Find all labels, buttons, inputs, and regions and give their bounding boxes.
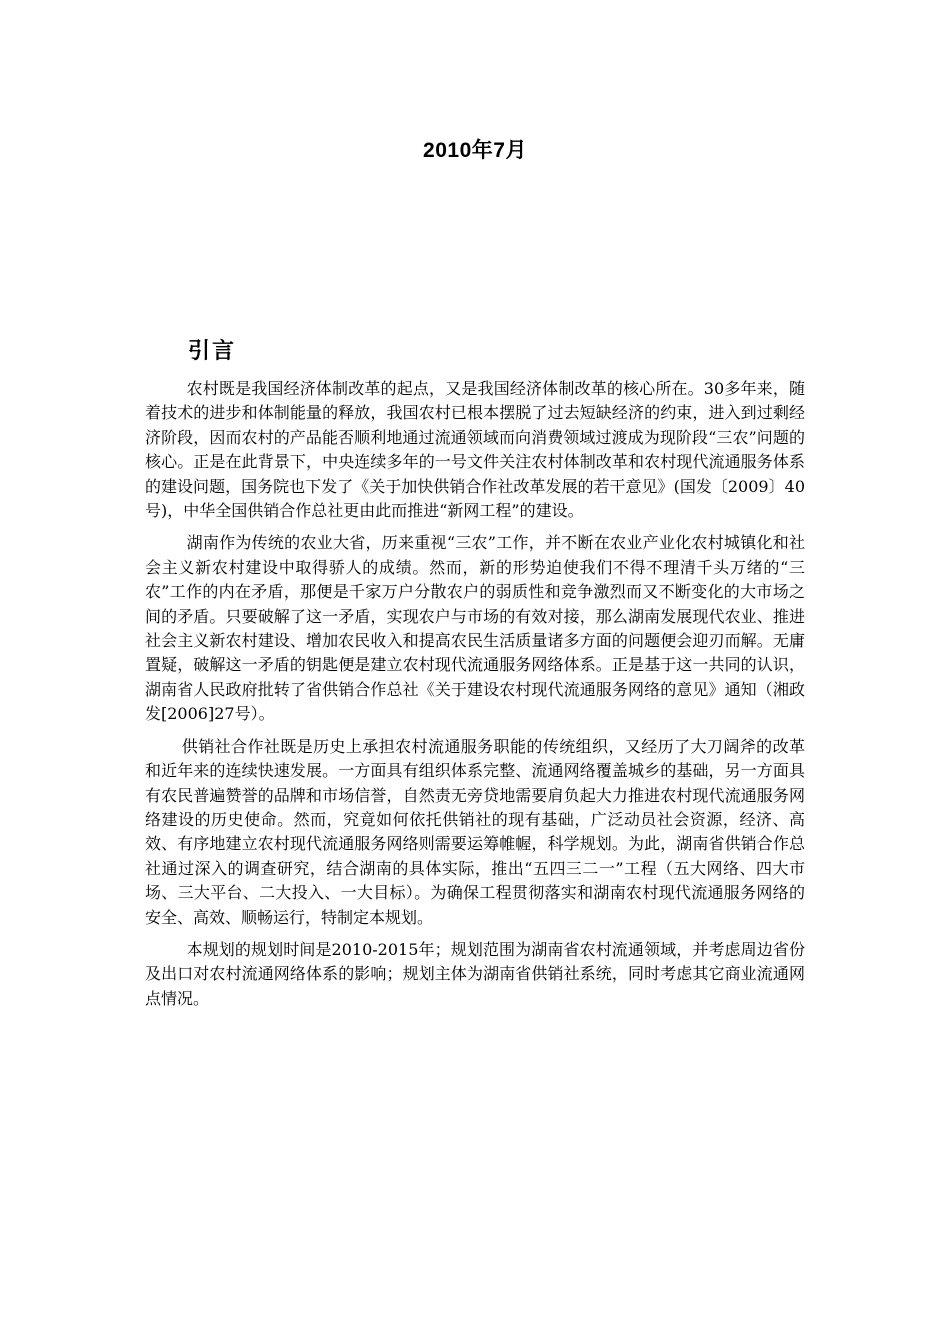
- paragraph-2: 湖南作为传统的农业大省，历来重视“三农”工作，并不断在农业产业化农村城镇化和社会主义新农村建设中取得骄人的成绩。然而，新的形势迫使我们不得不理清千头万绪的“三农”工作的内在矛盾，那便是千家万户分散农户的弱质性和竞争激烈而又不断变化的大市场之间的矛盾。只要破解了这一矛盾，实现农户与市场的有效对接，那么湖南发展现代农业、推进社会主义新农村建设、增加农民收入和提高农民生活质量诸多方面的问题便会迎刃而解。无庸置疑，破解这一矛盾的钥匙便是建立农村现代流通服务网络体系。正是基于这一共同的认识，湖南省人民政府批转了省供销合作总社《关于建设农村现代流通服务网络的意见》通知（湘政发[2006]27号）。: [145, 533, 805, 724]
- paragraph-4: 本规划的规划时间是2010-2015年；规划范围为湖南省农村流通领域，并考虑周边省份及出口对农村流通网络体系的影响；规划主体为湖南省供销社系统，同时考虑其它商业流通网点情况。: [145, 939, 805, 1008]
- paragraph-3: 供销社合作社既是历史上承担农村流通服务职能的传统组织，又经历了大刀阔斧的改革和近年来的连续快速发展。一方面具有组织体系完整、流通网络覆盖城乡的基础，另一方面具有农民普遍赞誉的品牌和市场信誉，自然责无旁贷地需要肩负起大力推进农村现代流通服务网络建设的历史使命。然而，究竟如何依托供销社的现有基础，广泛动员社会资源，经济、高效、有序地建立农村现代流通服务网络则需要运筹帷幄，科学规划。为此，湖南省供销合作总社通过深入的调查研究，结合湖南的具体实际，推出“五四三二一”工程（五大网络、四大市场、三大平台、二大投入、一大目标）。为确保工程贯彻落实和湖南农村现代流通服务网络的安全、高效、顺畅运行，特制定本规划。: [145, 736, 805, 927]
- document-date: 2010年7月: [423, 139, 527, 162]
- body-text: [145, 377, 805, 1019]
- paragraph-1: 农村既是我国经济体制改革的起点，又是我国经济体制改革的核心所在。30多年来，随着技术的进步和体制能量的释放，我国农村已根本摆脱了过去短缺经济的约束，进入到过剩经济阶段，因而农村的产品能否顺利地通过流通领域而向消费领域过渡成为现阶段“三农”问题的核心。正是在此背景下，中央连续多年的一号文件关注农村体制改革和农村现代流通服务体系的建设问题，国务院也下发了《关于加快供销合作社改革发展的若干意见》(国发〔2009〕40号)，中华全国供销合作总社更由此而推进“新网工程”的建设。: [145, 379, 805, 521]
- section-title: 引言: [188, 339, 237, 364]
